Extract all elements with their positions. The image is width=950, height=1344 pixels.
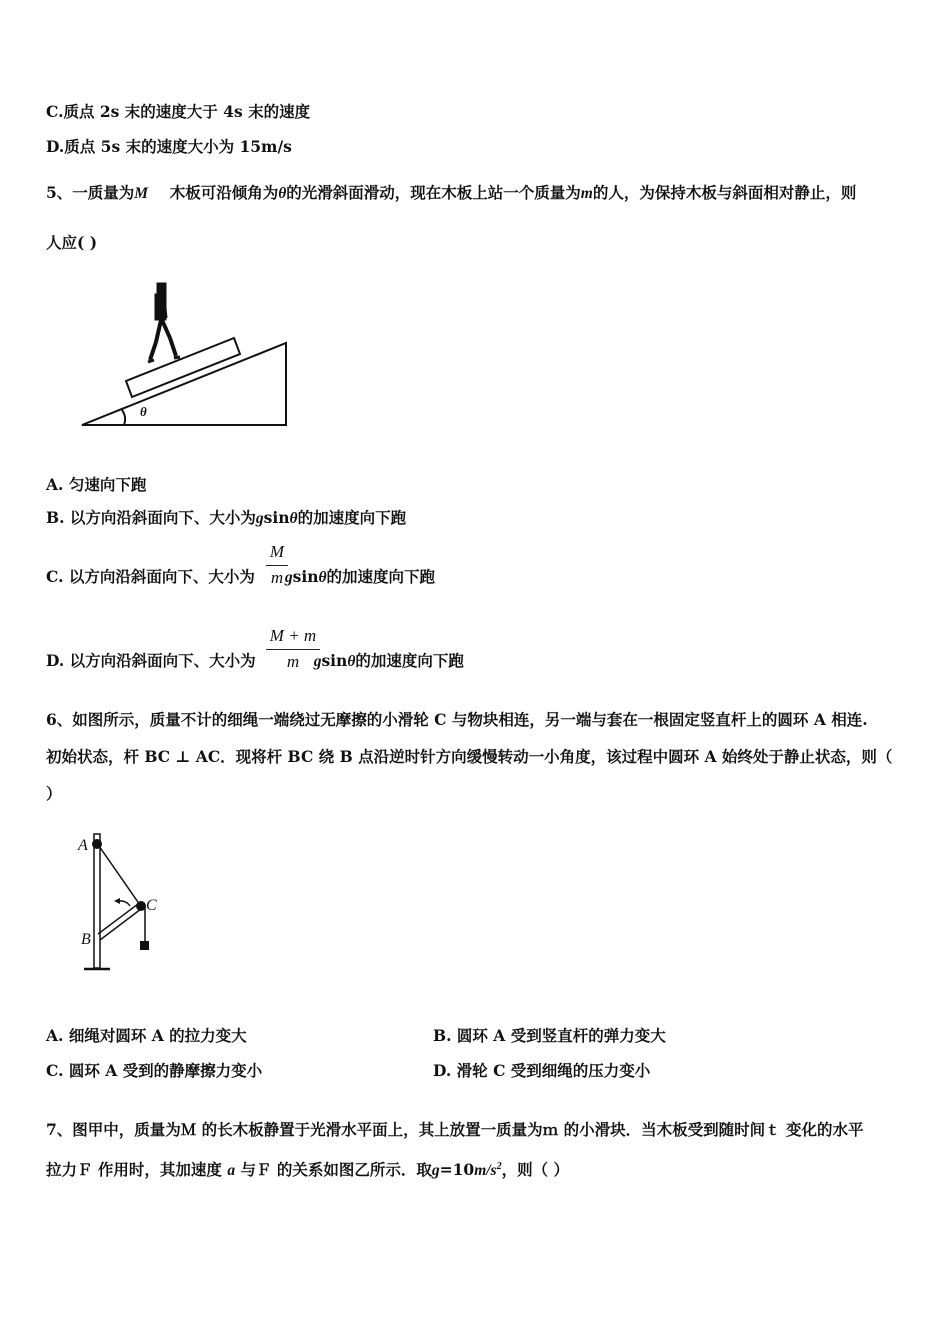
q5-option-b: [46, 508, 406, 529]
q7-stem-line2: [46, 1157, 569, 1181]
rope-ac: [99, 846, 140, 905]
q5-opt-text: 的加速度向下跑: [326, 567, 436, 586]
q5-optc-sin: sin: [292, 567, 319, 586]
q5-optc-g: g: [284, 569, 293, 586]
q4-option-c: C.质点 2s 末的速度大于 4s 末的速度: [46, 102, 311, 121]
fraction-numerator: M + m: [269, 626, 317, 645]
q5-opt-text: 的加速度向下跑: [355, 651, 464, 670]
q5-optd-g: g: [313, 653, 322, 670]
fraction-bar: [266, 649, 320, 650]
fraction-bar: [266, 565, 288, 566]
q5-option-c: [46, 567, 435, 588]
q5-option-d: [46, 651, 464, 672]
q5-mass-M: M: [134, 185, 149, 202]
label-b: B: [81, 931, 91, 948]
q5-opt-text: D. 以方向沿斜面向下、大小为: [46, 651, 256, 670]
theta-angle-arc: [122, 410, 125, 425]
theta-figure-label: θ: [140, 404, 147, 419]
q5-option-a: A. 匀速向下跑: [46, 475, 147, 494]
q5-stem-part: 木板可沿倾角为: [169, 183, 279, 202]
q7-eq: =10: [439, 1160, 475, 1180]
q4-option-d: D.质点 5s 末的速度大小为 15m/s: [46, 137, 292, 156]
q5-mass-m: m: [580, 185, 593, 202]
fraction-numerator: M: [269, 542, 285, 561]
rod-bc-bottom: [100, 909, 141, 940]
rod-bc-top: [98, 904, 138, 934]
fraction-denominator: m: [270, 568, 284, 587]
q6-stem-line3: ）: [46, 784, 62, 803]
q7-text: 拉力Ｆ 作用时，其加速度: [46, 1160, 222, 1180]
q5-optc-theta: θ: [318, 569, 327, 586]
label-a: A: [78, 837, 88, 854]
q6-pulley-figure: [74, 828, 174, 978]
q6-option-d: D. 滑轮 C 受到细绳的压力变小: [433, 1061, 651, 1080]
q7-unit: m/s: [474, 1162, 497, 1180]
fraction-denominator: m: [286, 652, 300, 671]
label-c: C: [146, 897, 157, 914]
q7-stem-line1: 7、图甲中，质量为Ｍ 的长木板静置于光滑水平面上，其上放置一质量为ｍ 的小滑块．当木板受到随时间ｔ 变化的水平: [46, 1120, 864, 1139]
q6-stem-line1: 6、如图所示，质量不计的细绳一端绕过无摩擦的小滑轮 C 与物块相连，另一端与套在一根固定竖直杆上的圆环 A 相连.: [46, 710, 868, 729]
q5-stem-line2: 人应( ): [46, 233, 98, 252]
q5-optd-sin: sin: [321, 651, 348, 670]
q7-text: ，则（ ）: [501, 1160, 569, 1180]
incline-triangle: [82, 343, 286, 425]
q6-option-c: C. 圆环 A 受到的静摩擦力变小: [46, 1061, 263, 1080]
q6-option-a: A. 细绳对圆环 A 的拉力变大: [46, 1026, 247, 1045]
vertical-pole: [94, 834, 100, 968]
walking-person-icon: [148, 283, 180, 362]
q5-theta: θ: [278, 185, 287, 202]
q6-stem-line2: 初始状态，杆 BC ⊥ AC．现将杆 BC 绕 B 点沿逆时针方向缓慢转动一小角度，该过程中圆环 A 始终处于静止状态，则（: [46, 747, 893, 766]
arrow-head: [114, 898, 120, 904]
q5-opt-text: 的加速度向下跑: [297, 508, 407, 527]
q7-acc-a: a: [227, 1162, 236, 1180]
q5-optb-theta: θ: [289, 510, 298, 527]
q5-optb-g: g: [255, 510, 264, 527]
hanging-block: [140, 941, 149, 950]
q5-opt-text: C. 以方向沿斜面向下、大小为: [46, 567, 255, 586]
q7-unit-exp: 2: [496, 1161, 502, 1172]
q7-text: 与Ｆ 的关系如图乙所示．取: [240, 1160, 432, 1180]
q5-incline-figure: [78, 280, 293, 430]
q5-optd-theta: θ: [347, 653, 356, 670]
q6-option-b: B. 圆环 A 受到竖直杆的弹力变大: [433, 1026, 666, 1045]
q5-stem-part: 5、一质量为: [46, 183, 135, 202]
q5-stem-part: 的人，为保持木板与斜面相对静止，则: [592, 183, 857, 202]
q5-optb-sin: sin: [263, 508, 290, 527]
q7-g: g: [431, 1162, 440, 1180]
q5-opt-text: B. 以方向沿斜面向下、大小为: [46, 508, 256, 527]
q5-stem-line1: [46, 183, 856, 204]
q5-stem-part: 的光滑斜面滑动，现在木板上站一个质量为: [286, 183, 581, 202]
